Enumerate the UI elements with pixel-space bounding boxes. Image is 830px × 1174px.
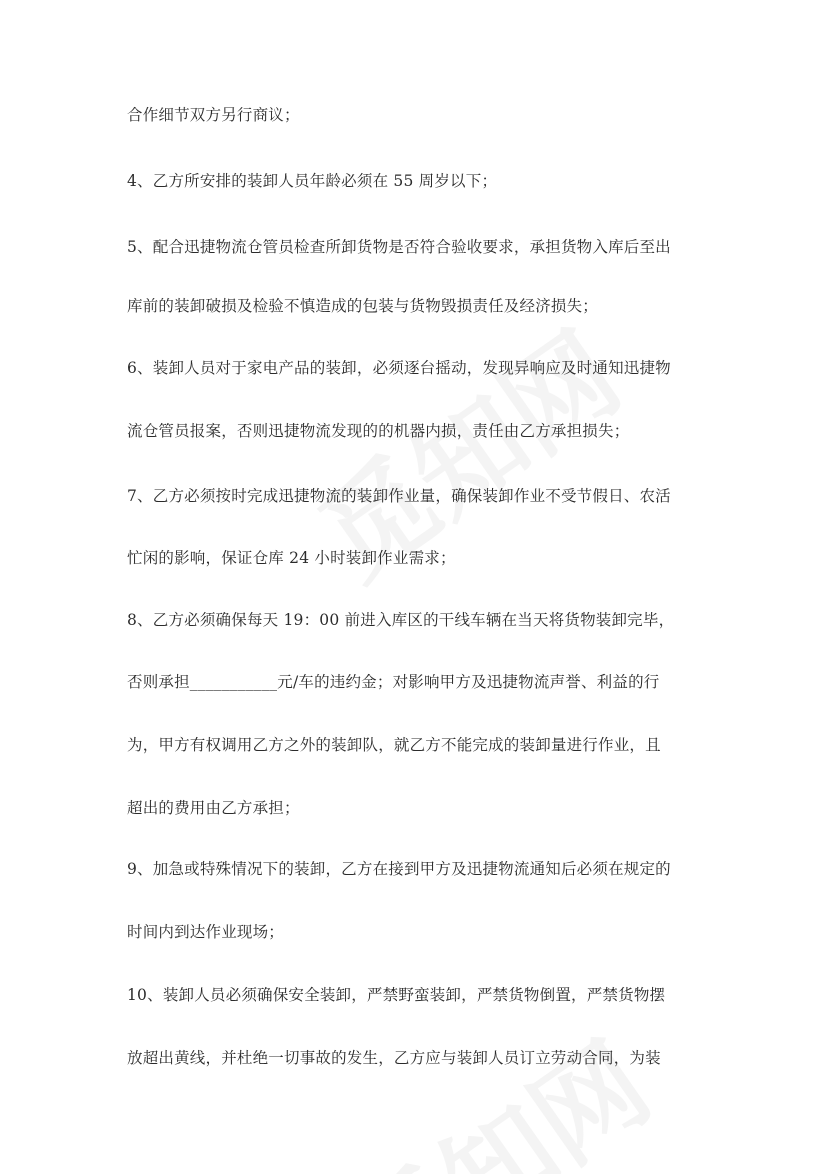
paragraph-line: 忙闲的影响，保证仓库 24 小时装卸作业需求； (127, 549, 456, 567)
paragraph-line: 库前的装卸破损及检验不慎造成的包装与货物毁损责任及经济损失； (127, 297, 599, 315)
paragraph-line: 超出的费用由乙方承担； (127, 799, 300, 817)
paragraph-line: 10、装卸人员必须确保安全装卸，严禁野蛮装卸，严禁货物倒置，严禁货物摆 (127, 986, 666, 1004)
paragraph-line: 合作细节双方另行商议； (127, 106, 300, 124)
paragraph-line: 6、装卸人员对于家电产品的装卸，必须逐台摇动，发现异响应及时通知迅捷物 (127, 359, 671, 377)
paragraph-line: 时间内到达作业现场； (127, 923, 285, 941)
paragraph-line: 否则承担___________元/车的违约金；对影响甲方及迅捷物流声誉、利益的行 (127, 673, 660, 691)
watermark (315, 1000, 676, 1174)
paragraph-line: 8、乙方必须确保每天 19：00 前进入库区的干线车辆在当天将货物装卸完毕， (127, 611, 675, 629)
paragraph-line: 7、乙方必须按时完成迅捷物流的装卸作业量，确保装卸作业不受节假日、农活 (127, 487, 671, 505)
paragraph-line: 9、加急或特殊情况下的装卸，乙方在接到甲方及迅捷物流通知后必须在规定的 (127, 860, 671, 878)
paragraph-line: 放超出黄线，并杜绝一切事故的发生，乙方应与装卸人员订立劳动合同，为装 (127, 1049, 661, 1067)
paragraph-line: 流仓管员报案，否则迅捷物流发现的的机器内损，责任由乙方承担损失； (127, 422, 630, 440)
paragraph-line: 4、乙方所安排的装卸人员年龄必须在 55 周岁以下； (127, 172, 498, 190)
paragraph-line: 为，甲方有权调用乙方之外的装卸队，就乙方不能完成的装卸量进行作业，且 (127, 736, 661, 754)
paragraph-line: 5、配合迅捷物流仓管员检查所卸货物是否符合验收要求，承担货物入库后至出 (127, 238, 671, 256)
